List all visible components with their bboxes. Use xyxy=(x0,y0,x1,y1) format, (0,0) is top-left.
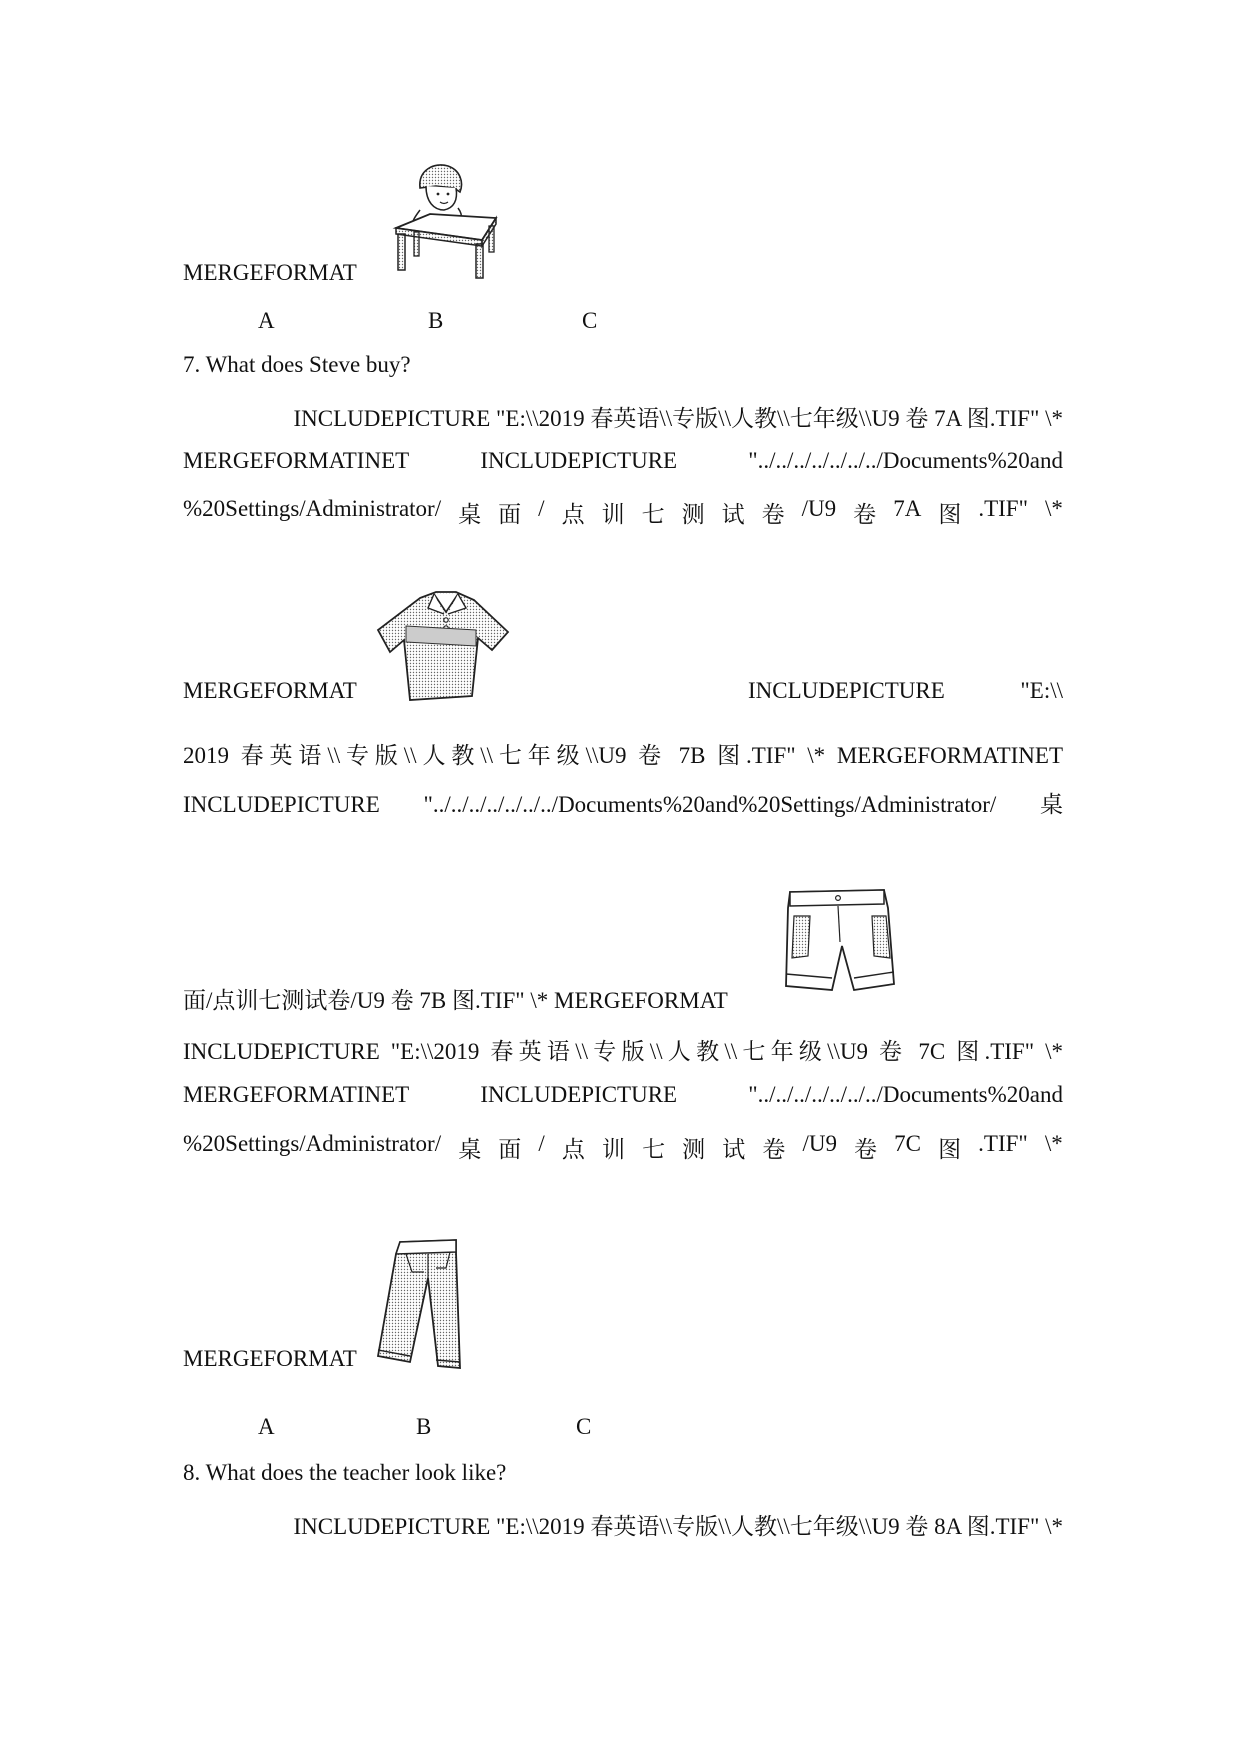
field-code-7b-line2: 2019 春英语\\专版\\人教\\七年级\\U9 卷 7B 图.TIF" \* MERGEFORMATINET xyxy=(183,743,1063,768)
field-code-7c-line3: %20Settings/Administrator/ 桌 面 / 点 训 七 测 试 卷 /U9 卷 7C 图 .TIF" \* xyxy=(183,1131,1063,1162)
field-code-7a-line1: INCLUDEPICTURE "E:\\2019 春英语\\专版\\人教\\七年级\\U9 卷 7A 图.TIF" \* xyxy=(293,406,1063,431)
question-7-title: 7. What does Steve buy? xyxy=(183,352,411,377)
merge-field-text: MERGEFORMAT xyxy=(183,260,357,285)
option-label-b: B xyxy=(416,1414,432,1439)
field-code-7a-line2: MERGEFORMATINET INCLUDEPICTURE "../../../../../../../Documents%20and xyxy=(183,448,1063,473)
field-code-7b-line1: INCLUDEPICTURE "E:\\ xyxy=(748,678,1063,703)
field-code-7a-line3: %20Settings/Administrator/ 桌 面 / 点 训 七 测 试 卷 /U9 卷 7A 图 .TIF" \* xyxy=(183,496,1063,527)
field-code-7b-line3: INCLUDEPICTURE "../../../../../../../Documents%20and%20Settings/Administrator/ 桌 xyxy=(183,792,1063,817)
field-code-8a-line1: INCLUDEPICTURE "E:\\2019 春英语\\专版\\人教\\七年级\\U9 卷 8A 图.TIF" \* xyxy=(293,1514,1063,1539)
option-label-c: C xyxy=(576,1414,592,1439)
polo-shirt-icon xyxy=(376,590,510,706)
option-label-a: A xyxy=(258,1414,275,1439)
option-label-b: B xyxy=(428,308,444,333)
trousers-icon xyxy=(376,1238,462,1370)
option-label-a: A xyxy=(258,308,275,333)
shorts-icon xyxy=(780,886,904,998)
girl-at-table-icon xyxy=(374,158,504,284)
field-code-7b-line4: 面/点训七测试卷/U9 卷 7B 图.TIF" \* MERGEFORMAT xyxy=(183,988,728,1013)
option-label-c: C xyxy=(582,308,598,333)
merge-field-text: MERGEFORMAT xyxy=(183,1346,357,1371)
merge-field-text: MERGEFORMAT xyxy=(183,678,357,703)
question-8-title: 8. What does the teacher look like? xyxy=(183,1460,507,1485)
field-code-7c-line1: INCLUDEPICTURE "E:\\2019 春英语\\专版\\人教\\七年级\\U9 卷 7C 图.TIF" \* xyxy=(183,1039,1063,1064)
field-code-7c-line2: MERGEFORMATINET INCLUDEPICTURE "../../../../../../../Documents%20and xyxy=(183,1082,1063,1107)
